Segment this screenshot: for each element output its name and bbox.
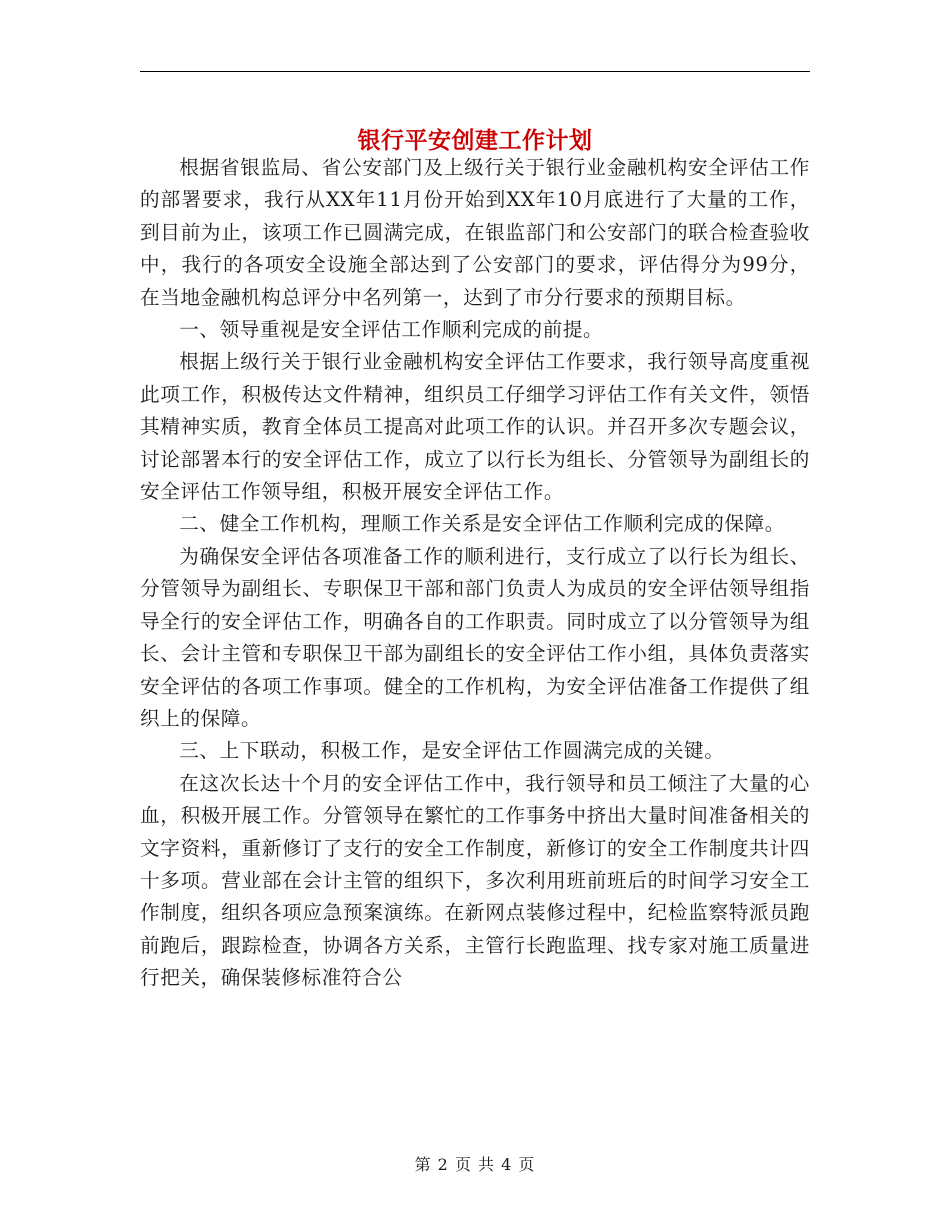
section-paragraph-2: 为确保安全评估各项准备工作的顺利进行，支行成立了以行长为组长、分管领导为副组长、专职保卫干部和部门负责人为成员的安全评估领导组指导全行的安全评估工作，明确各自的工作职责。同时成立了以分管领导为组长、会计主管和专职保卫干部为副组长的安全评估工作小组，具体负责落实安全评估的各项工作事项。健全的工作机构，为安全评估准备工作提供了组织上的保障。 bbox=[140, 544, 810, 730]
section-heading-3: 三、上下联动，积极工作，是安全评估工作圆满完成的关键。 bbox=[179, 739, 725, 763]
intro-paragraph: 根据省银监局、省公安部门及上级行关于银行业金融机构安全评估工作的部署要求，我行从XX年11月份开始到XX年10月底进行了大量的工作，到目前为止，该项工作已圆满完成，在银监部门和公安部门的联合检查验收中，我行的各项安全设施全部达到了公安部门的要求，评估得分为99分，在当地金融机构总评分中名列第一，达到了市分行要求的预期目标。 bbox=[140, 156, 810, 309]
document-body bbox=[140, 152, 810, 995]
document-title: 银行平安创建工作计划 bbox=[357, 127, 593, 155]
section-heading-2: 二、健全工作机构，理顺工作关系是安全评估工作顺利完成的保障。 bbox=[179, 512, 785, 536]
header-rule bbox=[140, 71, 810, 72]
page-number-footer: 第 2 页 共 4 页 bbox=[414, 1155, 536, 1174]
section-paragraph-3: 在这次长达十个月的安全评估工作中，我行领导和员工倾注了大量的心血，积极开展工作。分管领导在繁忙的工作事务中挤出大量时间准备相关的文字资料，重新修订了支行的安全工作制度，新修订的安全工作制度共计四十多项。营业部在会计主管的组织下，多次利用班前班后的时间学习安全工作制度，组织各项应急预案演练。在新网点装修过程中，纪检监察特派员跑前跑后，跟踪检查，协调各方关系，主管行长跑监理、找专家对施工质量进行把关，确保装修标准符合公 bbox=[140, 771, 810, 990]
section-heading-1: 一、领导重视是安全评估工作顺利完成的前提。 bbox=[179, 318, 604, 342]
section-paragraph-1: 根据上级行关于银行业金融机构安全评估工作要求，我行领导高度重视此项工作，积极传达文件精神，组织员工仔细学习评估工作有关文件，领悟其精神实质，教育全体员工提高对此项工作的认识。并召开多次专题会议，讨论部署本行的安全评估工作，成立了以行长为组长、分管领导为副组长的安全评估工作领导组，积极开展安全评估工作。 bbox=[140, 350, 810, 504]
